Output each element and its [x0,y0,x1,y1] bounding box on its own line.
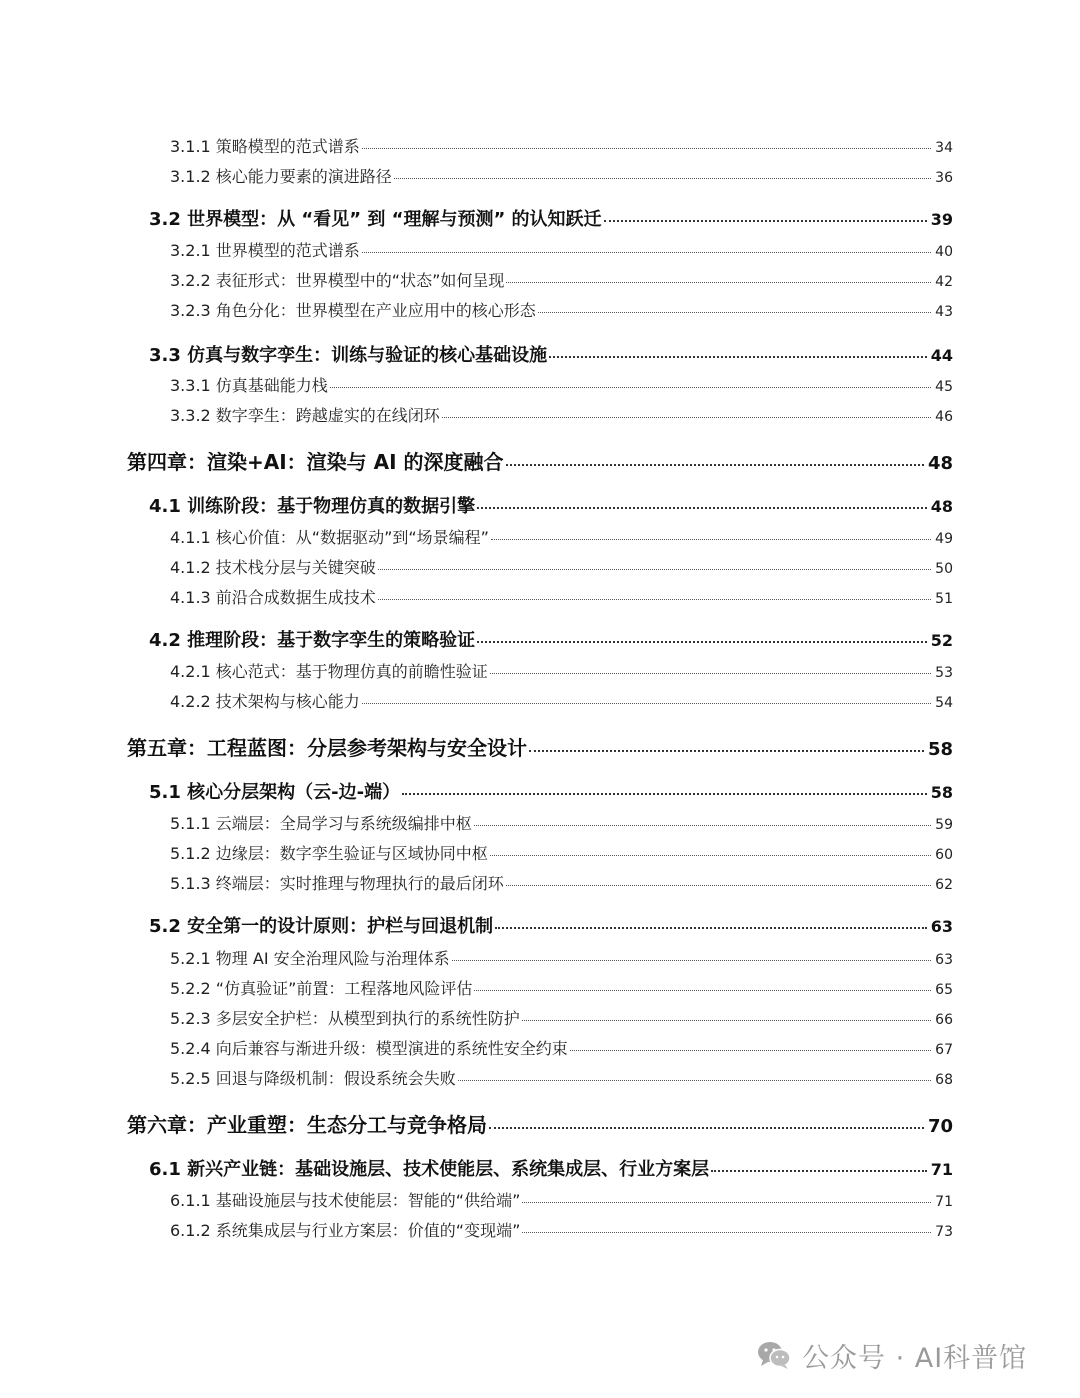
toc-entry[interactable] [170,134,953,157]
toc-entry-title: 4.1.2 技术栈分层与关键突破 [170,558,376,577]
dot-leader [452,960,932,961]
dot-leader [506,464,924,466]
dot-leader [549,356,927,358]
toc-entry-title: 4.1.1 核心价值：从“数据驱动”到“场景编程” [170,528,489,547]
toc-entry[interactable] [170,976,953,999]
watermark [756,1334,1027,1376]
toc-entry-title: 6.1 新兴产业链：基础设施层、技术使能层、系统集成层、行业方案层 [149,1159,710,1180]
toc-entry[interactable] [149,492,953,518]
toc-entry-title: 5.2.1 物理 AI 安全治理风险与治理体系 [170,949,450,968]
dot-leader [489,1127,924,1129]
dot-leader [362,252,931,253]
toc-entry-title: 5.1.3 终端层：实时推理与物理执行的最后闭环 [170,874,504,893]
dot-leader [522,1020,931,1021]
toc-entry[interactable] [127,732,953,761]
toc-entry-title: 3.3.2 数字孪生：跨越虚实的在线闭环 [170,406,440,425]
toc-entry-page-number: 71 [930,1160,953,1179]
toc-entry-page-number: 36 [935,170,953,186]
toc-entry[interactable] [170,689,953,712]
toc-entry-title: 4.1 训练阶段：基于物理仿真的数据引擎 [149,496,476,517]
toc-entry-page-number: 66 [935,1012,953,1028]
dot-leader [378,569,931,570]
toc-entry[interactable] [170,811,953,834]
toc-entry-page-number: 49 [935,531,953,547]
toc-entry-title: 3.2.2 表征形式：世界模型中的“状态”如何呈现 [170,271,505,290]
dot-leader [362,703,931,704]
toc-entry-title: 3.3.1 仿真基础能力栈 [170,376,328,395]
dot-leader [538,312,931,313]
toc-entry[interactable] [170,238,953,261]
toc-entry[interactable] [170,298,953,321]
toc-entry-title: 5.2 安全第一的设计原则：护栏与回退机制 [149,916,494,937]
toc-entry[interactable] [170,164,953,187]
dot-leader [402,793,927,795]
toc-entry-page-number: 67 [935,1042,953,1058]
toc-entry-title: 3.1.1 策略模型的范式谱系 [170,137,360,156]
toc-entry[interactable] [170,1006,953,1029]
wechat-icon [756,1339,792,1371]
toc-entry[interactable] [149,341,953,367]
toc-entry[interactable] [170,659,953,682]
toc-entry-title: 6.1.1 基础设施层与技术使能层：智能的“供给端” [170,1191,521,1210]
toc-entry-title: 5.2.4 向后兼容与渐进升级：模型演进的系统性安全约束 [170,1039,568,1058]
dot-leader [522,1232,931,1233]
dot-leader [529,750,924,752]
dot-leader [477,641,927,643]
dot-leader [506,282,931,283]
toc-entry-page-number: 59 [935,817,953,833]
toc-entry-title: 3.1.2 核心能力要素的演进路径 [170,167,392,186]
toc-entry[interactable] [149,912,953,938]
toc-entry[interactable] [170,373,953,396]
dot-leader [506,885,931,886]
toc-entry[interactable] [170,841,953,864]
toc-entry-page-number: 50 [935,561,953,577]
toc-entry-page-number: 44 [930,346,953,365]
toc-entry[interactable] [170,946,953,969]
toc-entry-page-number: 70 [927,1116,953,1137]
toc-entry[interactable] [127,446,953,475]
toc-entry-page-number: 73 [935,1224,953,1240]
toc-entry-title: 第六章：产业重塑：生态分工与竞争格局 [127,1113,487,1137]
toc-entry-title: 5.1.2 边缘层：数字孪生验证与区域协同中枢 [170,844,488,863]
dot-leader [491,539,931,540]
toc-entry-page-number: 34 [935,140,953,156]
toc-entry-title: 5.1.1 云端层：全局学习与系统级编排中枢 [170,814,472,833]
toc-entry-page-number: 42 [935,274,953,290]
toc-entry-page-number: 39 [930,210,953,229]
toc-entry-page-number: 48 [927,453,953,474]
toc-entry-page-number: 65 [935,982,953,998]
dot-leader [362,148,931,149]
dot-leader [442,417,931,418]
dot-leader [570,1050,931,1051]
toc-entry-page-number: 54 [935,695,953,711]
toc-entry-title: 3.2 世界模型：从 “看见” 到 “理解与预测” 的认知跃迁 [149,209,602,230]
toc-entry[interactable] [170,585,953,608]
dot-leader [711,1170,927,1172]
toc-entry-page-number: 40 [935,244,953,260]
toc-entry[interactable] [127,1109,953,1138]
toc-entry-page-number: 71 [935,1194,953,1210]
dot-leader [477,507,927,509]
toc-entry-page-number: 52 [930,631,953,650]
dot-leader [378,599,931,600]
toc-entry[interactable] [170,403,953,426]
toc-entry-page-number: 68 [935,1072,953,1088]
toc-entry-title: 3.2.3 角色分化：世界模型在产业应用中的核心形态 [170,301,536,320]
dot-leader [474,990,931,991]
toc-entry-page-number: 48 [930,497,953,516]
toc-entry-title: 4.2 推理阶段：基于数字孪生的策略验证 [149,630,476,651]
toc-entry[interactable] [170,871,953,894]
toc-entry-page-number: 53 [935,665,953,681]
toc-entry-title: 4.2.2 技术架构与核心能力 [170,692,360,711]
toc-entry-page-number: 43 [935,304,953,320]
dot-leader [495,927,927,929]
watermark-text: 公众号 · AI科普馆 [802,1342,1028,1374]
toc-entry[interactable] [170,1066,953,1089]
toc-entry-page-number: 60 [935,847,953,863]
toc-entry[interactable] [149,205,953,231]
dot-leader [330,387,931,388]
toc-entry-page-number: 46 [935,409,953,425]
toc-entry-title: 第五章：工程蓝图：分层参考架构与安全设计 [127,736,527,760]
toc-entry-title: 3.3 仿真与数字孪生：训练与验证的核心基础设施 [149,345,548,366]
dot-leader [458,1080,931,1081]
toc-entry-title: 6.1.2 系统集成层与行业方案层：价值的“变现端” [170,1221,521,1240]
toc-entry-page-number: 45 [935,379,953,395]
toc-entry-title: 5.2.3 多层安全护栏：从模型到执行的系统性防护 [170,1009,520,1028]
toc-entry-page-number: 58 [927,739,953,760]
toc-entry-title: 5.2.5 回退与降级机制：假设系统会失败 [170,1069,456,1088]
toc-entry-page-number: 63 [935,952,953,968]
toc-entry-title: 第四章：渲染+AI：渲染与 AI 的深度融合 [127,450,504,474]
dot-leader [604,220,927,222]
toc-entry-title: 4.2.1 核心范式：基于物理仿真的前瞻性验证 [170,662,488,681]
toc-entry[interactable] [170,1218,953,1241]
toc-entry-title: 5.1 核心分层架构（云-边-端） [149,782,401,803]
toc-entry-page-number: 58 [930,783,953,802]
toc-entry[interactable] [149,778,953,804]
toc-entry-title: 5.2.2 “仿真验证”前置：工程落地风险评估 [170,979,473,998]
toc-entry-page-number: 63 [930,917,953,936]
dot-leader [522,1202,931,1203]
toc-entry-page-number: 51 [935,591,953,607]
dot-leader [490,855,931,856]
toc-entry[interactable] [170,1036,953,1059]
toc-entry[interactable] [170,525,953,548]
toc-entry-title: 3.2.1 世界模型的范式谱系 [170,241,360,260]
toc-entry[interactable] [170,555,953,578]
toc-entry[interactable] [170,268,953,291]
dot-leader [474,825,931,826]
toc-entry-title: 4.1.3 前沿合成数据生成技术 [170,588,376,607]
toc-entry-page-number: 62 [935,877,953,893]
dot-leader [490,673,931,674]
dot-leader [394,178,931,179]
toc-entry[interactable] [170,1188,953,1211]
toc-entry[interactable] [149,626,953,652]
toc-entry[interactable] [149,1155,953,1181]
